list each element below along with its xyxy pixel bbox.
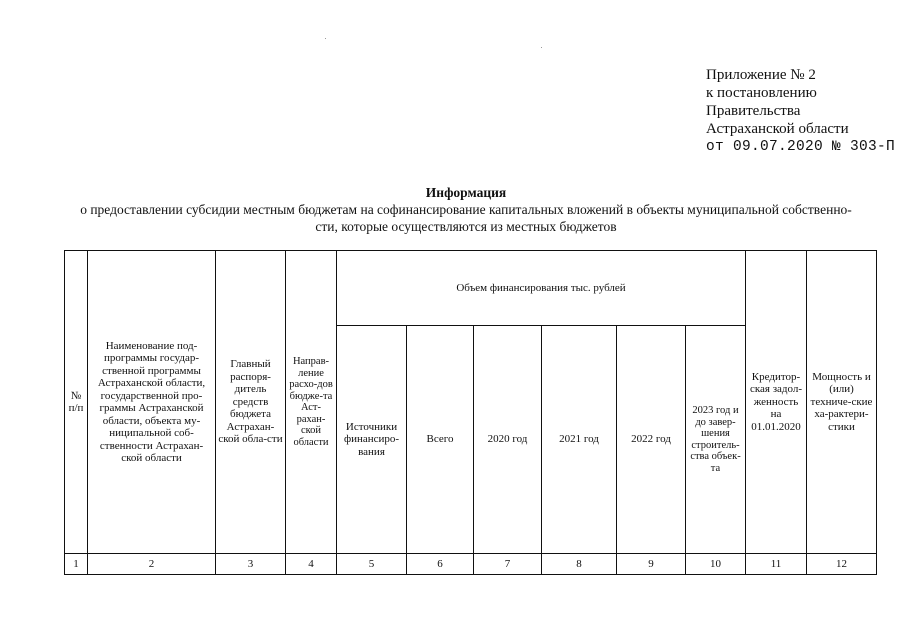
header-capacity: Мощность и (или) техниче-ские ха-рактери-стики	[807, 251, 877, 554]
title-line-1: о предоставлении субсидии местным бюджетам на софинансирование капитальных вложений в объекты муниципальной собственно-	[80, 202, 852, 217]
column-number: 12	[807, 554, 877, 575]
appendix-line-3: Правительства	[706, 103, 801, 119]
financing-table	[64, 250, 877, 575]
column-number: 10	[686, 554, 746, 575]
column-number: 2	[88, 554, 216, 575]
scan-speck	[541, 47, 542, 48]
column-number: 8	[542, 554, 617, 575]
document-title	[60, 184, 872, 235]
header-year-2023-onward: 2023 год и до завер-шения строитель-ства объек-та	[686, 326, 746, 554]
header-object-name: Наименование под-программы государ-ственной программы Астраханской области, государственной про-граммы Астраханской области, объекта му-ниципальной соб-ственности Астрахан-ской области	[88, 251, 216, 554]
column-number: 6	[407, 554, 474, 575]
column-number: 3	[216, 554, 286, 575]
column-number: 11	[746, 554, 807, 575]
column-number: 9	[617, 554, 686, 575]
column-number: 1	[65, 554, 88, 575]
header-expense-direction: Направ-ление расхо-дов бюдже-та Аст-рахан-ской области	[286, 251, 337, 554]
appendix-line-2: к постановлению	[706, 85, 817, 101]
appendix-line-1: Приложение № 2	[706, 67, 816, 83]
header-payables: Кредитор-ская задол-женность на 01.01.2020	[746, 251, 807, 554]
header-row-number: № п/п	[65, 251, 88, 554]
appendix-line-4: Астраханской области	[706, 121, 849, 137]
title-heading: Информация	[425, 185, 507, 200]
header-funding-sources: Источники финансиро-вания	[337, 326, 407, 554]
header-main-manager: Главный распоря-дитель средств бюджета Астрахан-ской обла-сти	[216, 251, 286, 554]
column-number: 5	[337, 554, 407, 575]
appendix-date-number: от 09.07.2020 № 303-П	[706, 139, 896, 155]
header-year-2020: 2020 год	[474, 326, 542, 554]
column-number: 4	[286, 554, 337, 575]
header-total: Всего	[407, 326, 474, 554]
header-year-2021: 2021 год	[542, 326, 617, 554]
appendix-block	[706, 66, 895, 156]
column-number: 7	[474, 554, 542, 575]
header-year-2022: 2022 год	[617, 326, 686, 554]
scan-speck	[325, 38, 326, 39]
title-line-2: сти, которые осуществляются из местных бюджетов	[315, 219, 617, 234]
header-financing-volume: Объем финансирования тыс. рублей	[337, 251, 746, 326]
